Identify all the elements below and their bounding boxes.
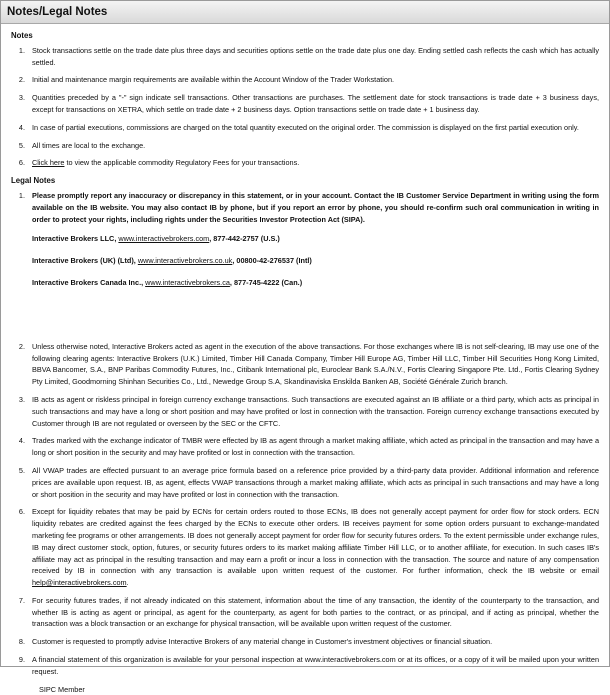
help-email-link[interactable]: help@interactivebrokers.com — [32, 578, 127, 588]
item-text — [32, 157, 601, 169]
item-number: 2. — [18, 75, 25, 85]
item-text: In case of partial executions, commissions are charged on the total quantity executed on the original order. The commission is displayed on the first partial execution only. — [32, 122, 579, 132]
item-text — [32, 190, 601, 335]
item-number: 4. — [18, 436, 25, 446]
item-number: 6. — [18, 507, 25, 517]
item-text: Trades marked with the exchange indicator of TMBR were effected by IB as agent through a market making affiliate, which acted as principal in the transaction and may have a long or short position in the security and may have profited or lost in connection with the transaction. — [32, 436, 599, 458]
item-text: Customer is requested to promptly advise Interactive Brokers of any material change in Customer's investment objectives or financial situation. — [32, 637, 493, 647]
contact-line — [32, 233, 599, 245]
list-item — [9, 465, 601, 500]
list-item — [9, 394, 601, 429]
list-item — [9, 636, 601, 648]
item-text: All VWAP trades are effected pursuant to an average price formula based on a reference price provided by a third-party data provider. Additional information and reference prices are available upon request. IB, as agent, effects VWAP transactions through a market making affiliate, which acts as principal in such transactions and may have a long or short position in the security and may have profited or lost in connection with the transaction. — [32, 465, 599, 499]
list-item — [9, 654, 601, 678]
item-number: 1. — [18, 45, 25, 55]
item-number: 9. — [18, 655, 25, 665]
order-flow-text: Except for liquidity rebates that may be paid by ECNs for certain orders routed to those ECNs, IB does not generally accept payment for order flow for stock orders. ECN liquidity rebates are credited against the fees charged by the ECNs to execute other orders. IB receives payment for some option orders pursuant to exchange-mandated marketing fee programs or other arrangements. IB does not generally accept payment for order flow for security futures orders. To the extent permissible under exchange rules, IB may direct customer stock, option, futures, or security futures orders to its market making affiliate Timber Hill LLC, or to another affiliate, for execution. In such cases IB's affiliate may act as principal in the resulting transaction and may earn a profit or incur a loss in connection with the transaction. The source and nature of any compensation received by IB in connection with any transaction is available upon written request of the customer. For further information, check the IB website or email — [32, 507, 599, 576]
contact-list — [32, 233, 599, 288]
list-item — [9, 341, 601, 388]
legal-notes-list — [9, 190, 601, 678]
website-link[interactable]: www.interactivebrokers.com — [118, 234, 210, 244]
item-number: 1. — [18, 190, 25, 200]
list-item — [9, 92, 601, 116]
list-item — [9, 122, 601, 134]
website-link[interactable]: www.interactivebrokers.co.uk — [137, 256, 233, 266]
item-text: All times are local to the exchange. — [32, 140, 146, 150]
entity-name: Interactive Brokers LLC, — [32, 234, 119, 244]
item-text: Unless otherwise noted, Interactive Brokers acted as agent in the execution of the above transactions. For those exchanges where IB is not self-clearing, IB may use one of the following clearing agents: Interactive Brokers (U.K.) Limited, Timber Hill Canada Company, Timber Hill Europe AG, Timber Hill LLC, Timber Hill Securities Hong Kong Limited, BBVA Bancomer, S.A., BNP Paribas Commodity Futures, Inc., Citibank International plc, Euroclear Bank S.A./N.V., Fortis Clearing Singapore Pte. Ltd., Fortis Clearing Sydney Pty Limited, Goodmorning Shinhan Securities Co., Ltd., Newedge Group S.A, Skandinaviska Enskilda Banken AB, Société Générale Zurich branch. — [32, 341, 599, 387]
panel-title: Notes/Legal Notes — [1, 1, 609, 24]
regulatory-fees-link[interactable]: Click here — [32, 158, 65, 168]
legal-notes-heading: Legal Notes — [11, 176, 56, 186]
item-text: Quantities preceded by a "-" sign indicate sell transactions. Other transactions are purchases. The settlement date for stock transactions is trade date + 3 business days, except for transactions on XETRA, which settle on trade date + 2 business days. Option transactions settle on trade date + 1 business day. — [32, 93, 599, 114]
phone-number: , 877-745-4222 (Can.) — [229, 277, 303, 287]
notes-list — [9, 45, 601, 169]
item-text: Initial and maintenance margin requirements are available within the Account Window of the Trader Workstation. — [32, 75, 395, 85]
item-text: IB acts as agent or riskless principal in foreign currency exchange transactions. Such transactions are executed against an IB affiliate or a third party, which acts as principal in such transactions and may have a long or short position and may have profited or lost in connection with the transaction. Foreign currency exchange transactions executed by Customer through IB are not regulated or overseen by the SEC or the CFTC. — [32, 394, 599, 428]
item-number: 6. — [18, 158, 25, 168]
phone-number: , 00800-42-276537 (Intl) — [232, 256, 312, 266]
item-number: 4. — [18, 122, 25, 132]
item-number: 5. — [18, 465, 25, 475]
spacer — [32, 299, 599, 335]
sentence-end: . — [126, 578, 129, 588]
entity-name: Interactive Brokers (UK) (Ltd), — [32, 256, 138, 266]
contact-line — [32, 255, 599, 267]
report-discrepancy-text: Please promptly report any inaccuracy or discrepancy in this statement, or in your account. Contact the IB Customer Service Department in writing using the form available on the IB website. You may also contact IB by phone, but if you report an error by phone, you should re-confirm such oral communication in writing in order to protect your rights, including rights under the Securities Investor Protection Act (SIPA). — [32, 190, 599, 224]
list-item — [9, 157, 601, 169]
list-item — [9, 506, 601, 589]
list-item — [9, 595, 601, 630]
phone-number: , 877-442-2757 (U.S.) — [209, 234, 280, 244]
item-text — [32, 506, 601, 589]
entity-name: Interactive Brokers Canada Inc., — [32, 277, 146, 287]
item-number: 7. — [18, 595, 25, 605]
list-item — [9, 435, 601, 459]
list-item — [9, 45, 601, 69]
item-text: Stock transactions settle on the trade date plus three days and securities options settle on the trade date plus one day. Ending settled cash reflects the cash which has actually settled. — [32, 45, 599, 67]
item-number: 8. — [18, 637, 25, 647]
contact-line — [32, 277, 599, 289]
item-number: 5. — [18, 140, 25, 150]
list-item — [9, 140, 601, 152]
item-text: For security futures trades, if not already indicated on this statement, information about the time of any transaction, the identity of the counterparty to the transaction, and whether IB is acting as agent or principal, as agent for the counterparty, as agent for both parties to the contract, or as principal, and if acting as principal, whether the transaction was a block transaction or an exchange for physical transaction, will be available upon written request of the customer. — [32, 595, 599, 629]
website-link[interactable]: www.interactivebrokers.ca — [145, 277, 230, 287]
item-text: A financial statement of this organization is available for your personal inspection at www.interactivebrokers.com or at its offices, or a copy of it will be mailed upon your written request. — [32, 655, 599, 676]
sipc-member-label: SIPC Member — [39, 684, 85, 694]
item-number: 2. — [18, 341, 25, 351]
list-item — [9, 190, 601, 335]
item-number: 3. — [18, 394, 25, 404]
panel-content — [1, 24, 609, 695]
item-number: 3. — [18, 93, 25, 103]
notes-heading: Notes — [11, 31, 33, 40]
list-item — [9, 74, 601, 86]
link-suffix-text: to view the applicable commodity Regulatory Fees for your transactions. — [64, 158, 300, 168]
